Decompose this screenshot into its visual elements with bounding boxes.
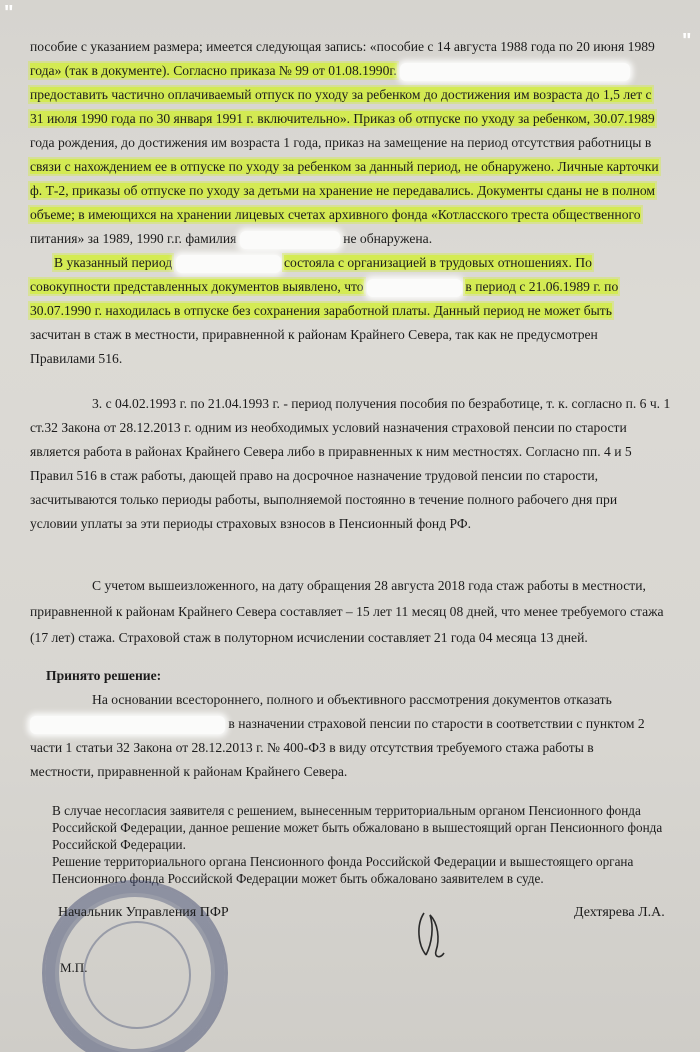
text-line: местности, приравненной к районам Крайнего Севера. xyxy=(30,764,348,779)
highlighted-text: состояла с организацией в трудовых отношениях. По xyxy=(283,255,592,270)
redaction xyxy=(367,279,462,297)
text-line: года рождения, до достижения им возраста 1 года, приказ на замещение на период отсутствия работницы в xyxy=(30,135,652,150)
seal-emblem xyxy=(83,921,191,1029)
text-line: 3. с 04.02.1993 г. по 21.04.1993 г. - период получения пособия по безработице, т. к. согласно п. 6 ч. 1 xyxy=(92,396,671,411)
text-line: питания» за 1989, 1990 г.г. фамилия xyxy=(30,231,237,246)
redaction xyxy=(176,255,281,273)
paragraph-employment xyxy=(30,251,682,371)
highlighted-text: В указанный период xyxy=(54,255,173,270)
text-line: приравненной к районам Крайнего Севера составляет – 15 лет 11 месяц 08 дней, что менее требуемого стажа xyxy=(30,604,664,619)
text-line xyxy=(30,179,682,203)
text-line: (17 лет) стажа. Страховой стаж в полуторном исчислении составляет 21 года 04 месяца 13 дней. xyxy=(30,630,588,645)
text-line: пособие с указанием размера; имеется следующая запись: «пособие с 14 августа 1988 года по 20 июня 1989 xyxy=(30,39,655,54)
highlighted-text: ф. Т-2, приказы об отпуске по уходу за детьми на хранение не передавались. Документы сданы не в полном xyxy=(30,183,656,198)
highlighted-text: 30.07.1990 г. находилась в отпуске без сохранения заработной платы. Данный период не может быть xyxy=(30,303,612,318)
highlighted-text: связи с нахождением ее в отпуске по уходу за ребенком за данный период, не обнаружено. Личные карточки xyxy=(30,159,659,174)
text-line: На основании всестороннего, полного и объективного рассмотрения документов отказать xyxy=(92,692,612,707)
text-line xyxy=(30,203,682,227)
text-line: части 1 статьи 32 Закона от 28.12.2013 г. № 400-ФЗ в виду отсутствия требуемого стажа работы в xyxy=(30,740,594,755)
redaction xyxy=(240,231,340,249)
text-line: не обнаружена. xyxy=(343,231,433,246)
highlighted-text: совокупности представленных документов выявлено, что xyxy=(30,279,364,294)
text-line xyxy=(30,107,682,131)
text-line: года» (так в документе). Согласно приказа № 99 от 01.08.1990г. xyxy=(30,63,397,78)
corner-mark-left: " xyxy=(4,2,14,24)
seal-place-mark: М.П. xyxy=(60,960,88,975)
handwritten-signature xyxy=(410,905,450,965)
highlighted-text: предоставить частично оплачиваемый отпуск по уходу за ребенком до достижения им возраста до 1,5 лет с xyxy=(30,87,652,102)
highlighted-text: в период с 21.06.1989 г. по xyxy=(465,279,619,294)
text-line: С учетом вышеизложенного, на дату обращения 28 августа 2018 года стаж работы в местности, xyxy=(92,578,646,593)
text-line: ст.32 Закона от 28.12.2013 г. одним из необходимых условий назначения страховой пенсии по старости xyxy=(30,420,627,435)
decision-section xyxy=(30,664,682,784)
text-line: Пенсионного фонда Российской Федерации может быть обжаловано заявителем в суде. xyxy=(52,871,544,886)
signatory-position: Начальник Управления ПФР xyxy=(58,905,229,920)
text-line: засчитан в стаж в местности, приравненной к районам Крайнего Севера, так как не предусмотрен xyxy=(30,327,598,342)
highlighted-text: 31 июля 1990 года по 30 января 1991 г. включительно». Приказ об отпуске по уходу за ребенком, 30.07.1989 xyxy=(30,111,655,126)
text-line xyxy=(30,155,682,179)
appeal-notice xyxy=(30,802,682,887)
text-line: Российской Федерации. xyxy=(52,837,186,852)
redaction xyxy=(400,63,630,81)
redaction xyxy=(30,716,225,734)
text-line: Правилами 516. xyxy=(30,351,123,366)
text-line: В случае несогласия заявителя с решением, вынесенным территориальным органом Пенсионного фонда xyxy=(52,803,641,818)
paragraph-conclusion xyxy=(30,573,682,651)
text-line: Правил 516 в стаж работы, дающей право на досрочное назначение трудовой пенсии по старости, xyxy=(30,468,599,483)
decision-heading: Принято решение: xyxy=(46,668,162,683)
text-line: условии уплаты за эти периоды страховых взносов в Пенсионный фонд РФ. xyxy=(30,516,471,531)
paragraph-unemployment xyxy=(30,392,682,536)
text-line: является работа в районах Крайнего Севера либо в приравненных к ним местностях. Согласно пп. 4 и 5 xyxy=(30,444,632,459)
text-line xyxy=(30,83,682,107)
highlighted-text: объеме; в имеющихся на хранении лицевых счетах архивного фонда «Котласского треста общественного xyxy=(30,207,641,222)
text-line: Решение территориального органа Пенсионного фонда Российской Федерации и вышестоящего органа xyxy=(52,854,634,869)
paragraph-archive-records xyxy=(30,35,682,251)
text-line: засчитываются только периоды работы, выполняемой постоянно в течение полного рабочего дня при xyxy=(30,492,618,507)
text-line: в назначении страховой пенсии по старости в соответствии с пунктом 2 xyxy=(228,716,645,731)
text-line: Российской Федерации, данное решение может быть обжаловано в вышестоящий орган Пенсионного фонда xyxy=(52,820,663,835)
signatory-name: Дехтярева Л.А. xyxy=(574,905,665,920)
corner-mark-right: " xyxy=(682,30,692,52)
